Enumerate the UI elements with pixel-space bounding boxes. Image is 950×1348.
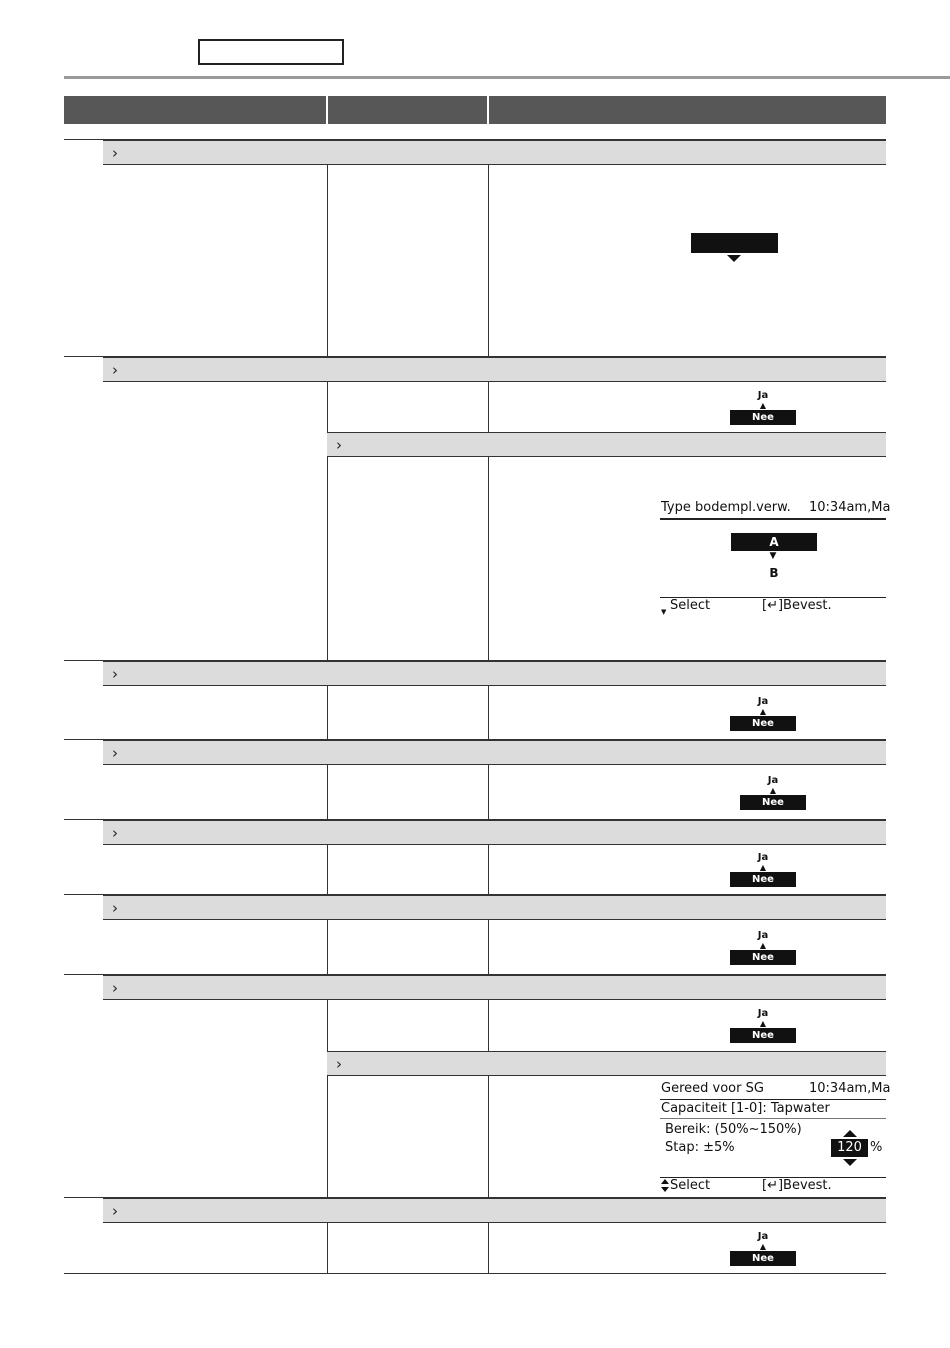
section-bar xyxy=(103,357,886,382)
section-bar xyxy=(103,1198,886,1223)
lcd-divider xyxy=(660,1118,886,1119)
subsection-bar xyxy=(327,432,886,457)
lcd-footer-select: Select xyxy=(670,1178,711,1193)
column-divider xyxy=(488,165,489,356)
option-no-selected: Nee xyxy=(730,1028,796,1043)
column-divider xyxy=(488,920,489,974)
lcd-option: B xyxy=(769,566,779,580)
up-arrow-icon: ▲ xyxy=(759,1242,767,1251)
chevron-right-icon: › xyxy=(112,979,118,997)
down-arrow-icon: ▼ xyxy=(661,608,667,616)
lcd-footer-select: Select xyxy=(670,598,711,613)
column-divider xyxy=(488,1000,489,1051)
option-yes: Ja xyxy=(757,696,769,707)
up-arrow-icon: ▲ xyxy=(759,401,767,410)
down-arrow-icon xyxy=(727,255,741,262)
down-arrow-icon xyxy=(661,1187,669,1192)
column-divider xyxy=(488,765,489,819)
lcd-time: 10:34am,Ma xyxy=(809,1081,891,1096)
table-header-bar xyxy=(64,96,886,124)
yes-no-selector xyxy=(728,930,798,965)
up-arrow-icon: ▲ xyxy=(769,786,777,795)
chevron-right-icon: › xyxy=(112,744,118,762)
section-bar xyxy=(103,895,886,920)
option-yes: Ja xyxy=(757,1231,769,1242)
lcd-title: Gereed voor SG xyxy=(661,1081,764,1096)
yes-no-selector xyxy=(738,775,808,810)
option-no-selected: Nee xyxy=(730,410,796,425)
up-arrow-icon: ▲ xyxy=(759,707,767,716)
lcd-footer-confirm: [↵]Bevest. xyxy=(762,1178,832,1193)
lcd-unit: % xyxy=(870,1140,883,1155)
lcd-divider xyxy=(660,518,886,520)
up-arrow-icon xyxy=(843,1130,857,1137)
chevron-right-icon: › xyxy=(336,436,342,454)
lcd-title: Type bodempl.verw. xyxy=(661,500,791,515)
selected-option-box xyxy=(691,233,778,253)
section-bar xyxy=(103,140,886,165)
option-yes: Ja xyxy=(767,775,779,786)
column-divider xyxy=(327,920,328,974)
table-rule xyxy=(64,1273,886,1274)
section-bar xyxy=(103,975,886,1000)
lcd-value: 120 xyxy=(831,1139,868,1157)
up-arrow-icon: ▲ xyxy=(759,1019,767,1028)
option-no-selected: Nee xyxy=(740,795,806,810)
column-divider xyxy=(488,1076,489,1197)
column-divider xyxy=(327,382,328,660)
section-bar xyxy=(103,661,886,686)
lcd-step: Stap: ±5% xyxy=(665,1140,735,1155)
lcd-time: 10:34am,Ma xyxy=(809,500,891,515)
chevron-right-icon: › xyxy=(112,144,118,162)
yes-no-selector xyxy=(728,1008,798,1043)
lcd-option-selected: A xyxy=(731,533,817,551)
down-arrow-icon xyxy=(843,1159,857,1166)
up-arrow-icon: ▲ xyxy=(759,863,767,872)
lcd-range: Bereik: (50%~150%) xyxy=(665,1122,802,1137)
column-divider xyxy=(488,382,489,432)
column-divider xyxy=(488,686,489,739)
option-yes: Ja xyxy=(757,1008,769,1019)
option-no-selected: Nee xyxy=(730,1251,796,1266)
section-bar xyxy=(103,820,886,845)
section-bar xyxy=(103,740,886,765)
yes-no-selector xyxy=(728,852,798,887)
column-divider xyxy=(327,686,328,739)
chevron-right-icon: › xyxy=(336,1055,342,1073)
subsection-bar xyxy=(327,1051,886,1076)
chevron-right-icon: › xyxy=(112,899,118,917)
yes-no-selector xyxy=(728,1231,798,1266)
column-divider xyxy=(327,165,328,356)
column-divider xyxy=(327,1000,328,1197)
option-no-selected: Nee xyxy=(730,872,796,887)
chevron-right-icon: › xyxy=(112,361,118,379)
option-yes: Ja xyxy=(757,390,769,401)
header-rule xyxy=(64,76,950,79)
option-yes: Ja xyxy=(757,930,769,941)
up-arrow-icon: ▲ xyxy=(759,941,767,950)
column-divider xyxy=(488,457,489,660)
chevron-right-icon: › xyxy=(112,824,118,842)
yes-no-selector xyxy=(728,390,798,425)
option-yes: Ja xyxy=(757,852,769,863)
column-divider xyxy=(327,1223,328,1273)
table-header-separator xyxy=(487,96,489,124)
lcd-footer-confirm: [↵]Bevest. xyxy=(762,598,832,613)
option-no-selected: Nee xyxy=(730,950,796,965)
table-header-separator xyxy=(326,96,328,124)
up-arrow-icon xyxy=(661,1179,669,1184)
option-no-selected: Nee xyxy=(730,716,796,731)
column-divider xyxy=(327,765,328,819)
column-divider xyxy=(488,845,489,894)
column-divider xyxy=(327,845,328,894)
down-arrow-icon: ▼ xyxy=(769,551,777,561)
chevron-right-icon: › xyxy=(112,1202,118,1220)
lcd-subtitle: Capaciteit [1-0]: Tapwater xyxy=(661,1101,830,1116)
lcd-divider xyxy=(660,1099,886,1100)
column-divider xyxy=(488,1223,489,1273)
chevron-right-icon: › xyxy=(112,665,118,683)
yes-no-selector xyxy=(728,696,798,731)
page-header-box xyxy=(198,39,344,65)
